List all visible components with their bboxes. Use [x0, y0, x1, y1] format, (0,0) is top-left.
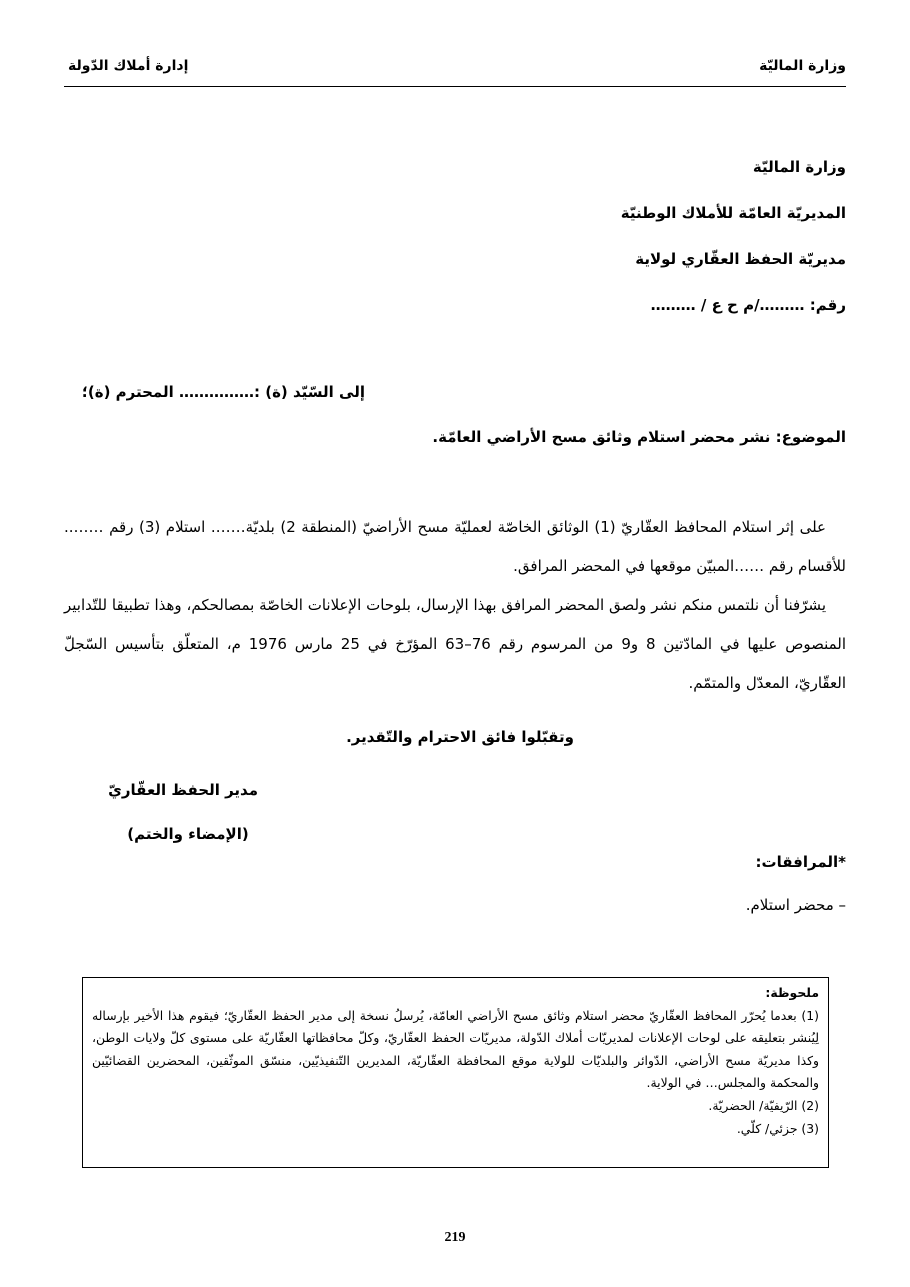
- note-item-3: (3) جزئي/ كلّي.: [736, 1120, 819, 1136]
- header-divider: [64, 86, 846, 87]
- note-item-2: (2) الرّيفيّة/ الحضريّة.: [708, 1097, 819, 1113]
- attachments-title: *المرافقات:: [755, 853, 846, 871]
- signature-title: مدير الحفظ العقّاريّ: [108, 781, 258, 799]
- closing-line: [0, 728, 910, 746]
- body-paragraph-1: على إثر استلام المحافظ العقّاريّ (1) الوثائق الخاصّة لعمليّة مسح الأراضيّ (المنطقة 2) بلديّة……. استلام (3) رقم …….. للأقسام رقم ……المبيّن موقعها في المحضر المرافق.: [64, 518, 846, 575]
- header-department: إدارة أملاك الدّولة: [68, 58, 189, 74]
- reference-number: رقم: ………/م ح ع / ………: [650, 296, 846, 314]
- page-number: 219: [444, 1230, 466, 1245]
- body-paragraph-2: يشرّفنا أن نلتمس منكم نشر ولصق المحضر المرافق بهذا الإرسال، بلوحات الإعلانات الخاصّة بمصالحكم، وهذا تطبيقا للتّدابير المنصوص عليها في المادّتين 8 و9 من المرسوم رقم 76–63 المؤرّخ في 25 مارس 1976 م، المتعلّق بتأسيس السّجلّ العقّاريّ، المعدّل والمتمّم.: [64, 596, 847, 692]
- sender-ministry: وزارة الماليّة: [752, 158, 846, 176]
- sender-directorate: مديريّة الحفظ العقّاري لولاية: [635, 250, 846, 268]
- attachment-item: – محضر استلام.: [745, 896, 846, 914]
- header-ministry: وزارة الماليّة: [759, 58, 846, 74]
- note-title: ملحوظة:: [765, 985, 819, 1000]
- closing-text: وتقبّلوا فائق الاحترام والتّقدير.: [346, 728, 574, 746]
- note-box: [82, 977, 829, 1168]
- subject-line: الموضوع: نشر محضر استلام وثائق مسح الأراضي العامّة.: [432, 428, 846, 446]
- signature-block: [108, 768, 258, 856]
- letter-body: [64, 508, 846, 703]
- signature-stamp: (الإمضاء والختم): [127, 825, 249, 843]
- sender-general-directorate: المديريّة العامّة للأملاك الوطنيّة: [620, 204, 846, 222]
- recipient-line: إلى السّيّد (ة) :…………… المحترم (ة)؛: [81, 383, 365, 401]
- sender-block: [621, 144, 846, 328]
- note-item-1: (1) بعدما يُحرّر المحافظ العقّاريّ محضر استلام وثائق مسح الأراضي العامّة، يُرسلُ نسخة إلى مدير الحفظ العقّاريّ؛ فيقوم هذا الأخير بإرساله لِيُنشر بتعليقه على لوحات الإعلانات لمديريّات أملاك الدّولة، مديريّات الحفظ العقّاريّ، وكلّ محافظاتها العقّاريّة على مستوى كلّ ولايات الوطن، وكذا مديريّة مسح الأراضي، الدّوائر والبلديّات للولاية موقع المحافظة العقّاريّة، المديرين التّنفيذيّين، منسّق الموثّقين، المحضرين القضائيّين والمحكمة والمجلس… في الولاية.: [92, 1007, 819, 1091]
